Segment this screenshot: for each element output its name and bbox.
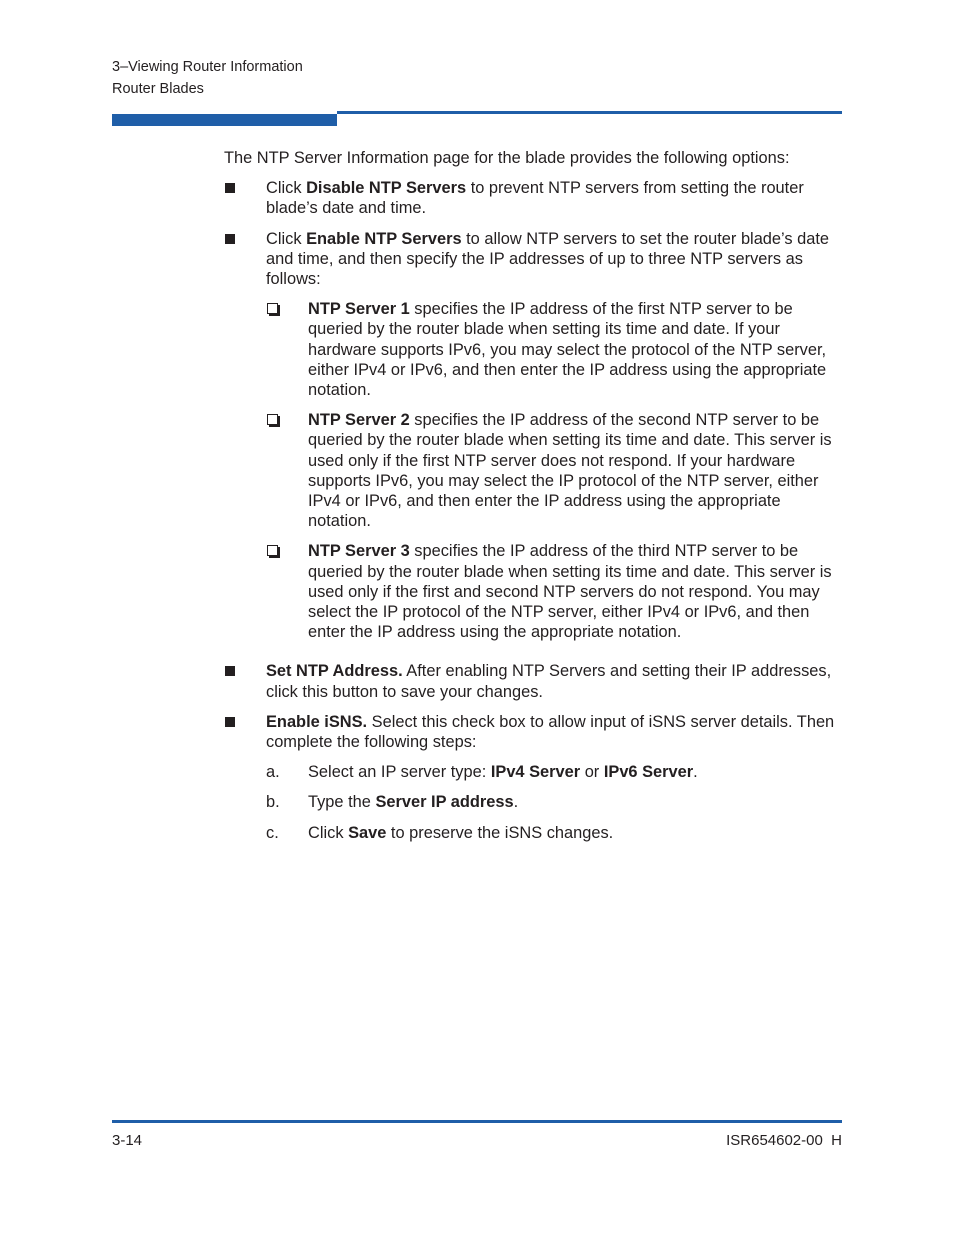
ui-term: NTP Server 1	[308, 300, 410, 319]
ui-term: Disable NTP Servers	[306, 179, 467, 198]
checkbox-bullet-icon	[267, 303, 278, 314]
ui-term: NTP Server 2	[308, 411, 410, 430]
step-letter: b.	[266, 793, 280, 812]
step-b: b. Type the Server IP address.	[266, 793, 519, 812]
square-bullet-icon	[225, 183, 235, 193]
ui-term: Save	[348, 823, 387, 842]
section-title: Router Blades	[112, 81, 204, 97]
checkbox-bullet-icon	[267, 414, 278, 425]
square-bullet-icon	[225, 234, 235, 244]
ui-term: NTP Server 3	[308, 542, 410, 561]
ui-term: Enable iSNS.	[266, 712, 368, 731]
square-bullet-icon	[225, 666, 235, 676]
ntp-server-2-item: NTP Server 2 specifies the IP address of the second NTP server to be queried by the router blade when setting its time and date. This server is used only if the first NTP server does not respond. If your hardware supports IPv6, you may select the IP protocol of the NTP server, either IPv4 or IPv6, and then enter the IP address using the appropriate notation.	[224, 410, 842, 531]
ntp-server-3-item: NTP Server 3 specifies the IP address of the third NTP server to be queried by the router blade when setting its time and date. This server is used only if the first and second NTP servers do not respond. You may select the IP protocol of the NTP server, either IPv4 or IPv6, and then enter the IP address using the appropriate notation.	[224, 541, 842, 642]
footer-rule	[112, 1120, 842, 1123]
ui-term: Enable NTP Servers	[306, 229, 462, 248]
header-tab-bar	[112, 114, 337, 126]
ui-term: Server IP address	[375, 793, 514, 812]
ui-term: IPv4 Server	[490, 763, 581, 782]
step-letter: a.	[266, 763, 280, 782]
bullet-enable-ntp: Click Enable NTP Servers to allow NTP servers to set the router blade’s date and time, and then specify the IP addresses of up to three NTP servers as follows:	[224, 229, 842, 290]
bullet-enable-isns: Enable iSNS. Select this check box to allow input of iSNS server details. Then complete the following steps:	[224, 712, 842, 752]
ui-term: IPv6 Server	[603, 763, 694, 782]
ntp-server-1-item: NTP Server 1 specifies the IP address of the first NTP server to be queried by the router blade when setting its time and date. If your hardware supports IPv6, you may select the protocol of the NTP server, either IPv4 or IPv6, and then enter the IP address using the appropriate notation.	[224, 299, 842, 400]
document-id: ISR654602-00 H	[726, 1132, 842, 1149]
intro-paragraph: The NTP Server Information page for the blade provides the following options:	[224, 149, 790, 167]
bullet-disable-ntp: Click Disable NTP Servers to prevent NTP servers from setting the router blade’s date and time.	[224, 178, 842, 218]
step-letter: c.	[266, 823, 279, 842]
body-content	[224, 148, 842, 853]
checkbox-bullet-icon	[267, 545, 278, 556]
ui-term: Set NTP Address.	[266, 662, 403, 681]
chapter-title: 3–Viewing Router Information	[112, 59, 303, 75]
bullet-set-ntp-address: Set NTP Address. After enabling NTP Servers and setting their IP addresses, click this button to save your changes.	[224, 661, 842, 701]
square-bullet-icon	[225, 717, 235, 727]
page-number: 3-14	[112, 1132, 143, 1149]
step-c: c. Click Save to preserve the iSNS changes.	[266, 823, 614, 842]
header-rule	[337, 111, 842, 114]
step-a: a. Select an IP server type: IPv4 Server or IPv6 Server.	[266, 763, 698, 782]
